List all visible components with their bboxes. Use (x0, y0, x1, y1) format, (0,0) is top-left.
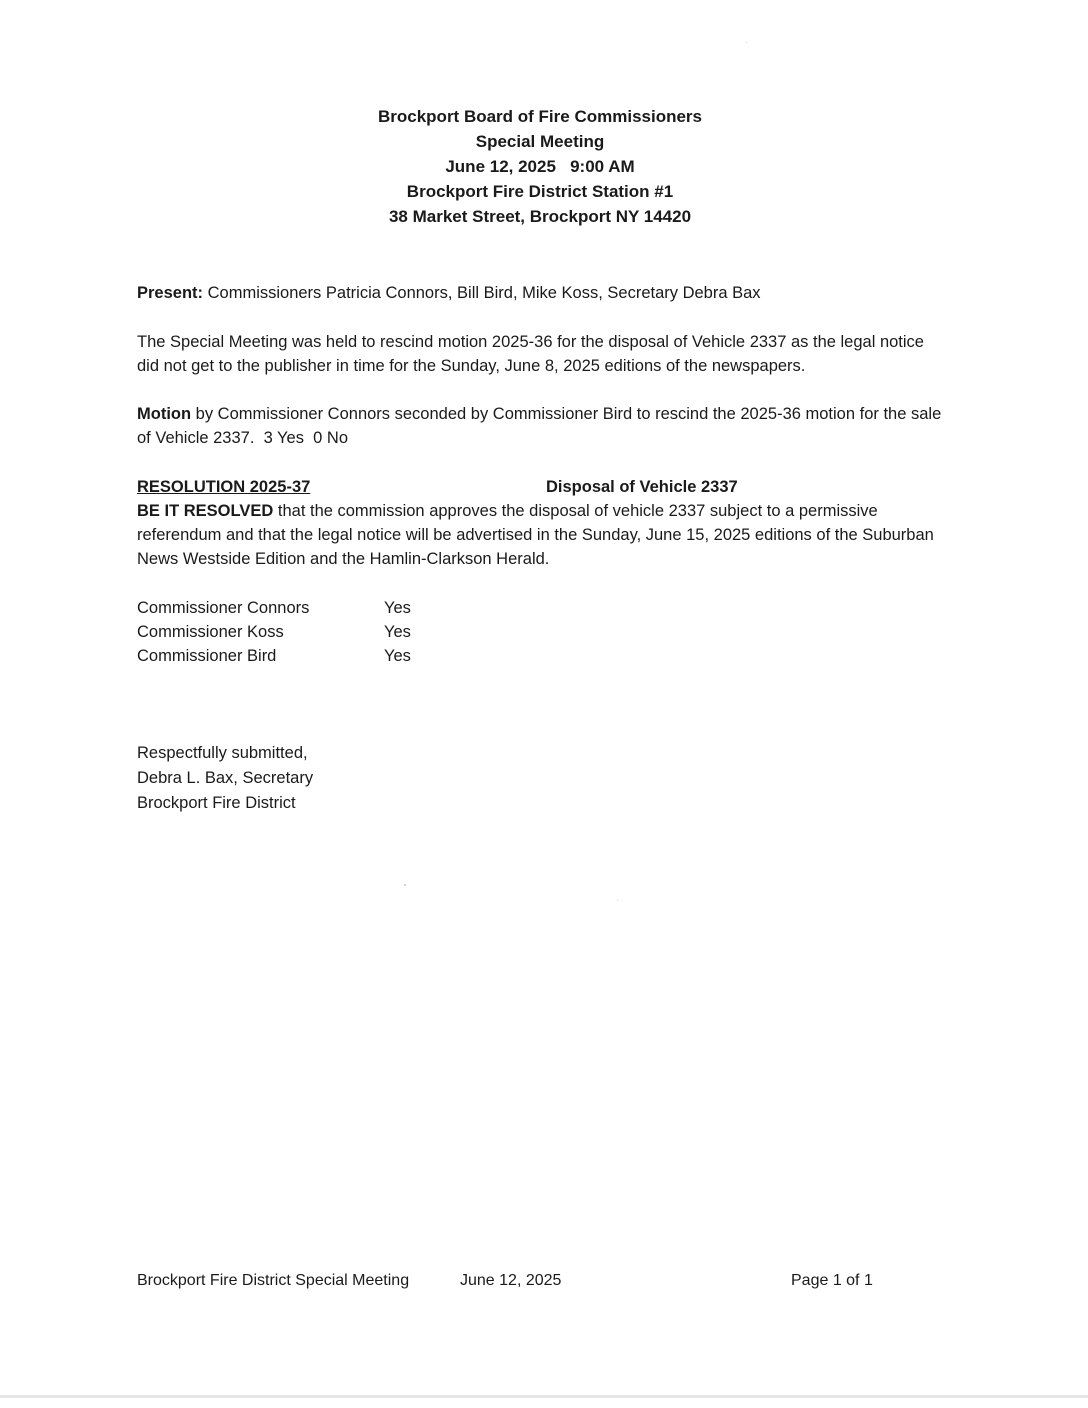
voter-name: Commissioner Koss (137, 623, 284, 641)
header-address: 38 Market Street, Brockport NY 14420 (388, 207, 692, 226)
voter-name: Commissioner Bird (137, 647, 277, 665)
footer-title: Brockport Fire District Special Meeting (137, 1272, 410, 1289)
vote-row (137, 596, 457, 620)
scan-speck (617, 900, 618, 901)
footer-page-number: Page 1 of 1 (791, 1272, 873, 1289)
vote-value: Yes (384, 599, 411, 617)
resolution-heading (137, 475, 947, 499)
header-date-time: June 12, 2025 9:00 AM (445, 157, 635, 176)
motion-label: Motion (137, 405, 192, 423)
present-text: Commissioners Patricia Connors, Bill Bird, Mike Koss, Secretary Debra Bax (203, 284, 761, 302)
vote-row (137, 644, 457, 668)
vote-value: Yes (384, 647, 411, 665)
resolution-paragraph (137, 499, 947, 571)
signature-name: Debra L. Bax, Secretary (137, 769, 314, 787)
resolution-text: that the commission approves the disposal of vehicle 2337 subject to a permissive referendum and that the legal notice will be advertised in the Sunday, June 15, 2025 editions of the Suburban News Westside Edition and the Hamlin-Clarkson Herald. (137, 502, 934, 568)
present-label: Present: (137, 284, 204, 302)
signature-organization: Brockport Fire District (137, 794, 296, 812)
meeting-header (0, 104, 1080, 229)
resolution-number: RESOLUTION 2025-37 (137, 478, 311, 496)
vote-row (137, 620, 457, 644)
scan-bottom-edge (0, 1395, 1088, 1398)
motion-text: by Commissioner Connors seconded by Commissioner Bird to rescind the 2025-36 motion for the sale of Vehicle 2337. 3 Yes 0 No (137, 405, 946, 447)
scan-speck (404, 884, 406, 886)
header-location: Brockport Fire District Station #1 (406, 182, 674, 201)
header-meeting-type: Special Meeting (475, 132, 605, 151)
voter-name: Commissioner Connors (137, 599, 310, 617)
attendance-paragraph (137, 281, 947, 305)
scan-speck (746, 42, 747, 43)
vote-value: Yes (384, 623, 411, 641)
motion-paragraph (137, 402, 947, 450)
signature-block (137, 741, 313, 816)
footer-date: June 12, 2025 (460, 1272, 562, 1289)
resolution-lead: BE IT RESOLVED (137, 502, 274, 520)
purpose-paragraph: The Special Meeting was held to rescind motion 2025-36 for the disposal of Vehicle 2337 as the legal notice did not get to the publisher in time for the Sunday, June 8, 2025 editions of the newspapers. (137, 333, 924, 375)
resolution-title: Disposal of Vehicle 2337 (546, 478, 738, 496)
header-board-name: Brockport Board of Fire Commissioners (377, 107, 702, 126)
vote-table (137, 596, 457, 668)
signature-closing: Respectfully submitted, (137, 744, 308, 762)
